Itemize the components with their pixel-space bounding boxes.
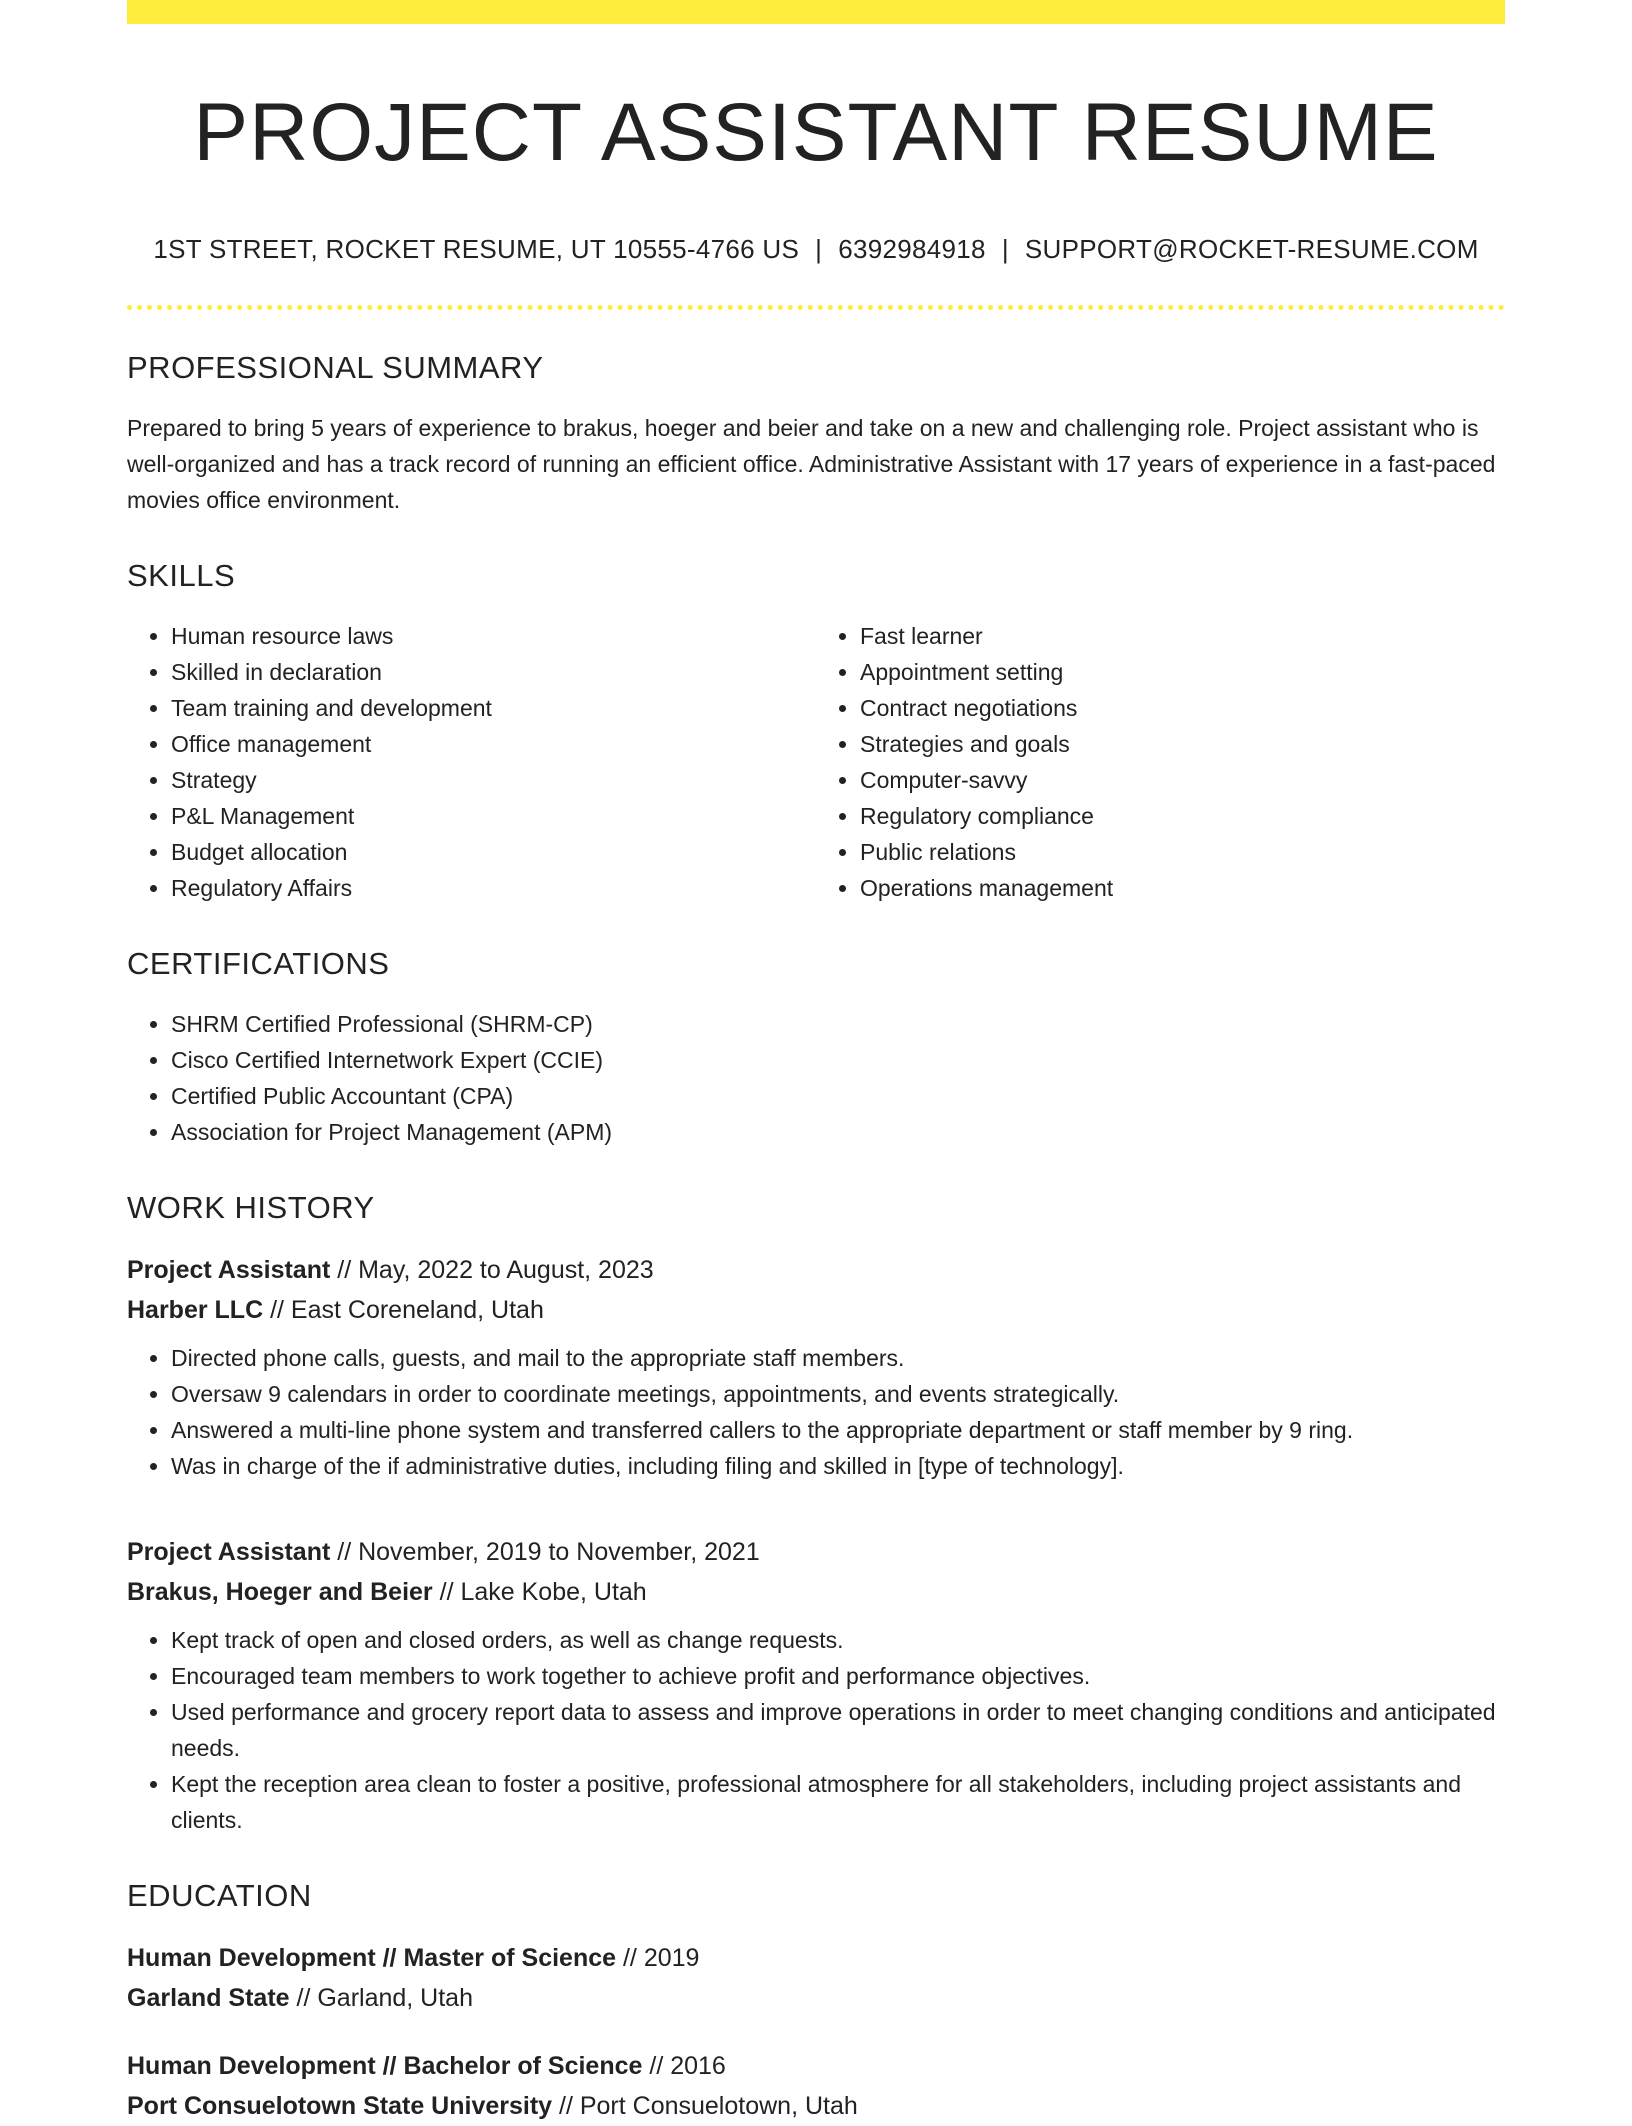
certification-item: • Cisco Certified Internetwork Expert (CCIE) bbox=[171, 1042, 1505, 1078]
job-company-line bbox=[127, 1572, 1505, 1612]
summary-heading: PROFESSIONAL SUMMARY bbox=[127, 350, 544, 386]
education-degree: Human Development // Bachelor of Science bbox=[127, 2052, 643, 2081]
job-duties-list bbox=[127, 1340, 1505, 1484]
skill-item: • Strategies and goals bbox=[860, 726, 1505, 762]
job-duty-item: • Encouraged team members to work together to achieve profit and performance objectives. bbox=[171, 1658, 1505, 1694]
work-history-heading: WORK HISTORY bbox=[127, 1190, 375, 1226]
job-dates: // May, 2022 to August, 2023 bbox=[330, 1256, 654, 1285]
skill-item: • Operations management bbox=[860, 870, 1505, 906]
education-degree-line bbox=[127, 1938, 1505, 1978]
skill-item: • Office management bbox=[171, 726, 816, 762]
job-duty-item: • Oversaw 9 calendars in order to coordinate meetings, appointments, and events strategically. bbox=[171, 1376, 1505, 1412]
education-degree-line bbox=[127, 2046, 1505, 2086]
job-duty-item: • Directed phone calls, guests, and mail to the appropriate staff members. bbox=[171, 1340, 1505, 1376]
skill-item: • Team training and development bbox=[171, 690, 816, 726]
education-entry bbox=[127, 2046, 1505, 2126]
education-entry bbox=[127, 1938, 1505, 2018]
education-year: // 2016 bbox=[642, 2052, 726, 2081]
job-location: // Lake Kobe, Utah bbox=[432, 1578, 647, 1607]
job-title: Project Assistant bbox=[127, 1538, 331, 1567]
skill-item: • Fast learner bbox=[860, 618, 1505, 654]
skill-item: • Regulatory Affairs bbox=[171, 870, 816, 906]
contact-address: 1ST STREET, ROCKET RESUME, UT 10555-4766 US bbox=[153, 234, 800, 265]
job-duties-list bbox=[127, 1622, 1505, 1838]
skills-grid bbox=[127, 618, 1505, 906]
summary-text: Prepared to bring 5 years of experience to brakus, hoeger and beier and take on a new and challenging role. Project assistant who is well-organized and has a track record of running an efficient office. Administrative Assistant with 17 years of experience in a fast-paced movies office environment. bbox=[127, 415, 1496, 514]
job-title-line bbox=[127, 1532, 1505, 1572]
job-company-line bbox=[127, 1290, 1505, 1330]
education-location: // Garland, Utah bbox=[289, 1984, 473, 2013]
certifications-heading: CERTIFICATIONS bbox=[127, 946, 390, 982]
contact-email: SUPPORT@ROCKET-RESUME.COM bbox=[1024, 234, 1479, 265]
education-year: // 2019 bbox=[616, 1944, 700, 1973]
certifications-list bbox=[127, 1006, 1505, 1150]
education-location: // Port Consuelotown, Utah bbox=[552, 2092, 858, 2121]
job-company: Brakus, Hoeger and Beier bbox=[127, 1578, 433, 1607]
job-duty-item: • Used performance and grocery report data to assess and improve operations in order to meet changing conditions and anticipated needs. bbox=[171, 1694, 1505, 1766]
job-duty-item: • Kept track of open and closed orders, as well as change requests. bbox=[171, 1622, 1505, 1658]
education-school: Garland State bbox=[127, 1984, 290, 2013]
job-title-line bbox=[127, 1250, 1505, 1290]
contact-phone: 6392984918 bbox=[838, 234, 986, 265]
education-school: Port Consuelotown State University bbox=[127, 2092, 553, 2121]
job-title: Project Assistant bbox=[127, 1256, 331, 1285]
skill-item: • Strategy bbox=[171, 762, 816, 798]
skill-item: • Computer-savvy bbox=[860, 762, 1505, 798]
skill-item: • Contract negotiations bbox=[860, 690, 1505, 726]
skill-item: • Skilled in declaration bbox=[171, 654, 816, 690]
job-location: // East Coreneland, Utah bbox=[263, 1296, 544, 1325]
certification-item: • Association for Project Management (APM) bbox=[171, 1114, 1505, 1150]
job-dates: // November, 2019 to November, 2021 bbox=[330, 1538, 760, 1567]
skills-list-right bbox=[816, 618, 1505, 906]
job-entry bbox=[127, 1532, 1505, 1838]
job-entry bbox=[127, 1250, 1505, 1484]
education-school-line bbox=[127, 1978, 1505, 2018]
skill-item: • P&L Management bbox=[171, 798, 816, 834]
skill-item: • Appointment setting bbox=[860, 654, 1505, 690]
certification-item: • Certified Public Accountant (CPA) bbox=[171, 1078, 1505, 1114]
dotted-divider bbox=[127, 305, 1505, 310]
job-company: Harber LLC bbox=[127, 1296, 264, 1325]
job-duty-item: • Was in charge of the if administrative duties, including filing and skilled in [type of technology]. bbox=[171, 1448, 1505, 1484]
education-degree: Human Development // Master of Science bbox=[127, 1944, 617, 1973]
top-accent-bar bbox=[127, 0, 1505, 24]
contact-separator: | bbox=[1001, 234, 1009, 265]
job-duty-item: • Answered a multi-line phone system and transferred callers to the appropriate department or staff member by 9 ring. bbox=[171, 1412, 1505, 1448]
resume-title: PROJECT ASSISTANT RESUME bbox=[193, 87, 1439, 178]
education-school-line bbox=[127, 2086, 1505, 2126]
contact-separator: | bbox=[815, 234, 823, 265]
skill-item: • Human resource laws bbox=[171, 618, 816, 654]
skills-heading: SKILLS bbox=[127, 558, 236, 594]
skill-item: • Regulatory compliance bbox=[860, 798, 1505, 834]
job-duty-item: • Kept the reception area clean to foster a positive, professional atmosphere for all stakeholders, including project assistants and clients. bbox=[171, 1766, 1505, 1838]
certification-item: • SHRM Certified Professional (SHRM-CP) bbox=[171, 1006, 1505, 1042]
skill-item: • Public relations bbox=[860, 834, 1505, 870]
education-heading: EDUCATION bbox=[127, 1878, 312, 1914]
contact-line bbox=[127, 234, 1505, 265]
skill-item: • Budget allocation bbox=[171, 834, 816, 870]
skills-list-left bbox=[127, 618, 816, 906]
